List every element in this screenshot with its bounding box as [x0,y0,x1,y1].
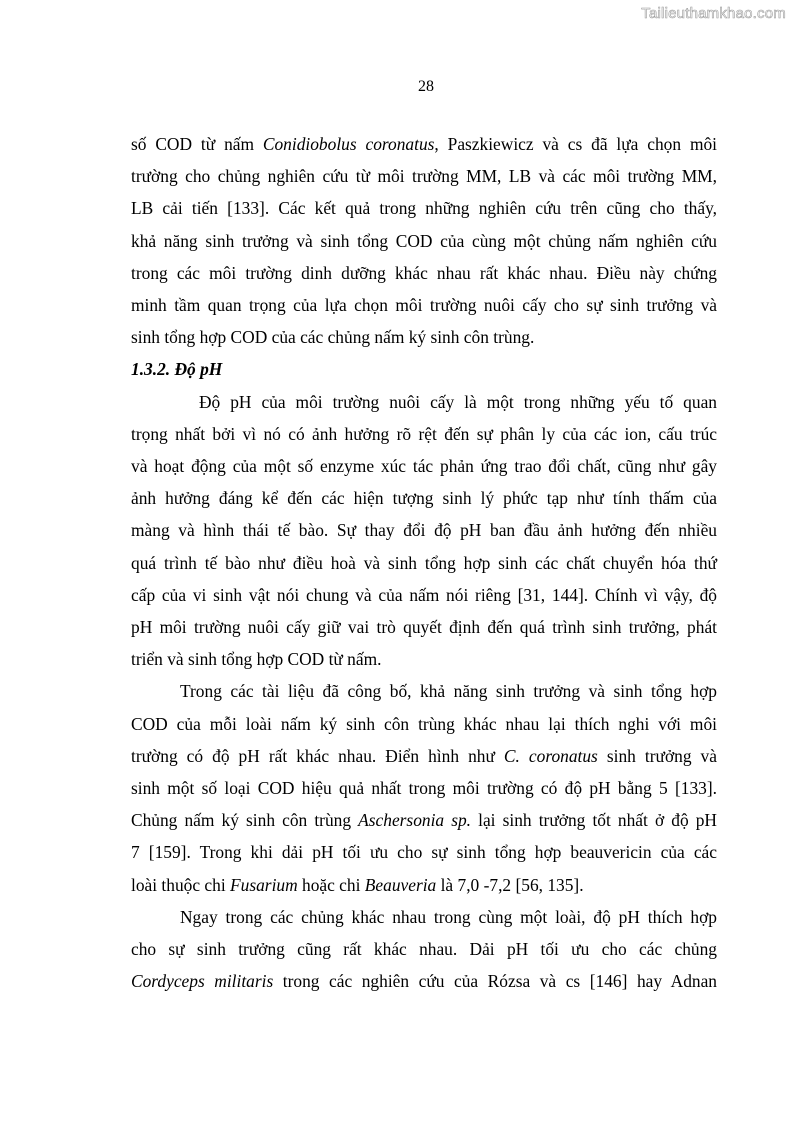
text-line: COD của mỗi loài nấm ký sinh côn trùng khác nhau lại thích nghi với môi [131,713,717,734]
text-line: trường cho chủng nghiên cứu từ môi trường MM, LB và các môi trường MM, [131,166,717,187]
text-line: trọng nhất bởi vì nó có ảnh hưởng rõ rệt đến sự phân ly của các ion, cấu trúc [131,423,717,444]
species-name: Aschersonia sp. [358,810,472,831]
paragraph-1 [131,128,717,353]
text-line: cấp của vi sinh vật nói chung và của nấm nói riêng [31, 144]. Chính vì vậy, độ [131,584,717,605]
paragraph-3 [131,675,717,900]
document-body [131,128,717,997]
species-name: Cordyceps militaris [131,971,274,992]
text-line: Trong các tài liệu đã công bố, khả năng sinh trưởng và sinh tổng hợp [180,681,717,702]
species-name: C. coronatus [503,745,598,766]
paragraph-2 [131,386,717,676]
text-line: sinh một số loại COD hiệu quả nhất trong môi trường có độ pH bằng 5 [133]. [131,778,717,799]
text-line: Cordyceps militaris trong các nghiên cứu của Rózsa và cs [146] hay Adnan [131,971,718,992]
text-line: Độ pH của môi trường nuôi cấy là một trong những yếu tố quan [199,391,717,412]
text-line: quá trình tế bào như điều hoà và sinh tổng hợp sinh các chất chuyển hóa thứ [131,552,717,573]
text-line: số COD từ nấm Conidiobolus coronatus, Paszkiewicz và cs đã lựa chọn môi [131,134,717,154]
text-line: cho sự sinh trưởng cũng rất khác nhau. Dải pH tối ưu cho các chủng [131,939,717,960]
paragraph-4 [131,901,717,998]
section-heading: 1.3.2. Độ pH [131,359,223,380]
text-line: minh tầm quan trọng của lựa chọn môi trường nuôi cấy cho sự sinh trưởng và [131,295,717,316]
text-line: trường có độ pH rất khác nhau. Điển hình như C. coronatus sinh trưởng và [131,745,717,766]
text-line: trong các môi trường dinh dưỡng khác nhau rất khác nhau. Điều này chứng [131,262,717,283]
text-line: ảnh hưởng đáng kể đến các hiện tượng sinh lý phức tạp như tính thấm của [131,488,717,509]
text-line: màng và hình thái tế bào. Sự thay đổi độ pH ban đầu ảnh hưởng đến nhiều [131,520,717,541]
text-line: 7 [159]. Trong khi dải pH tối ưu cho sự sinh tổng hợp beauvericin của các [131,842,717,863]
text-line: Ngay trong các chủng khác nhau trong cùng một loài, độ pH thích hợp [180,906,717,927]
species-name: Conidiobolus coronatus [262,134,435,154]
text-line: sinh tổng hợp COD của các chủng nấm ký sinh côn trùng. [131,327,535,348]
genus-name: Beauveria [364,874,437,895]
text-line: triển và sinh tổng hợp COD từ nấm. [131,649,382,670]
text-line: Chủng nấm ký sinh côn trùng Aschersonia sp. lại sinh trưởng tốt nhất ở độ pH [131,810,717,831]
text-line: và hoạt động của một số enzyme xúc tác phản ứng trao đổi chất, cũng như gây [131,456,717,477]
text-line: loài thuộc chi Fusarium hoặc chi Beauveria là 7,0 -7,2 [56, 135]. [131,874,584,895]
genus-name: Fusarium [230,874,298,895]
watermark-text: Tailieuthamkhao.com [641,5,786,22]
page-number: 28 [418,78,434,95]
text-line: khả năng sinh trưởng và sinh tổng COD của cùng một chủng nấm nghiên cứu [131,230,717,251]
text-line: pH môi trường nuôi cấy giữ vai trò quyết định đến quá trình sinh trưởng, phát [131,617,717,638]
text-line: LB cải tiến [133]. Các kết quả trong những nghiên cứu trên cũng cho thấy, [131,198,717,219]
